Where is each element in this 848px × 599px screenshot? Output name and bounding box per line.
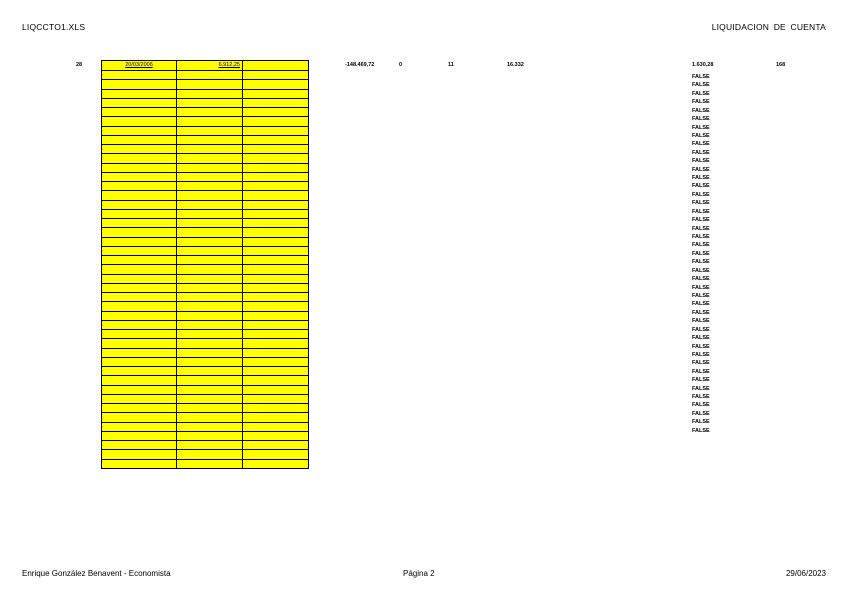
empty-cell[interactable] bbox=[102, 367, 177, 376]
false-value: FALSE bbox=[692, 175, 710, 182]
grid-row bbox=[102, 145, 309, 154]
empty-cell[interactable] bbox=[243, 80, 309, 89]
empty-cell[interactable] bbox=[102, 283, 177, 292]
grid-row bbox=[102, 339, 309, 348]
empty-cell[interactable] bbox=[177, 339, 243, 348]
grid-row bbox=[102, 163, 309, 172]
empty-cell[interactable] bbox=[243, 228, 309, 237]
false-value: FALSE bbox=[692, 99, 710, 106]
empty-cell[interactable] bbox=[243, 311, 309, 320]
empty-cell[interactable] bbox=[177, 394, 243, 403]
empty-cell[interactable] bbox=[177, 450, 243, 459]
empty-cell[interactable] bbox=[243, 154, 309, 163]
empty-cell[interactable] bbox=[243, 145, 309, 154]
grid-row bbox=[102, 320, 309, 329]
false-value: FALSE bbox=[692, 217, 710, 224]
flag-value: 0 bbox=[399, 62, 403, 68]
grid-row bbox=[102, 293, 309, 302]
empty-cell[interactable] bbox=[243, 441, 309, 450]
grid-row bbox=[102, 348, 309, 357]
empty-cell[interactable] bbox=[102, 200, 177, 209]
empty-cell[interactable] bbox=[102, 154, 177, 163]
empty-cell[interactable] bbox=[243, 357, 309, 366]
empty-cell[interactable] bbox=[243, 191, 309, 200]
empty-cell[interactable] bbox=[243, 98, 309, 107]
empty-cell[interactable] bbox=[102, 404, 177, 413]
empty-cell[interactable] bbox=[177, 348, 243, 357]
empty-cell[interactable] bbox=[177, 145, 243, 154]
empty-cell[interactable] bbox=[102, 348, 177, 357]
empty-cell[interactable] bbox=[243, 404, 309, 413]
empty-cell[interactable] bbox=[102, 385, 177, 394]
empty-cell[interactable] bbox=[102, 145, 177, 154]
empty-cell[interactable] bbox=[243, 117, 309, 126]
empty-cell[interactable] bbox=[243, 283, 309, 292]
empty-cell[interactable] bbox=[243, 385, 309, 394]
false-value: FALSE bbox=[692, 158, 710, 165]
empty-cell[interactable] bbox=[177, 172, 243, 181]
false-value: FALSE bbox=[692, 234, 710, 241]
empty-cell[interactable] bbox=[177, 283, 243, 292]
value-cell[interactable]: 6.912,25 bbox=[177, 61, 243, 71]
false-value: FALSE bbox=[692, 166, 710, 173]
empty-cell[interactable] bbox=[177, 163, 243, 172]
empty-cell[interactable] bbox=[243, 320, 309, 329]
empty-cell[interactable] bbox=[102, 126, 177, 135]
grid-row bbox=[102, 126, 309, 135]
empty-cell[interactable] bbox=[177, 209, 243, 218]
false-value: FALSE bbox=[692, 309, 710, 316]
empty-cell[interactable] bbox=[243, 182, 309, 191]
false-value: FALSE bbox=[692, 410, 710, 417]
empty-cell[interactable] bbox=[243, 126, 309, 135]
grid-row bbox=[102, 209, 309, 218]
empty-cell[interactable] bbox=[177, 357, 243, 366]
false-value: FALSE bbox=[692, 385, 710, 392]
empty-cell[interactable] bbox=[102, 431, 177, 440]
empty-cell[interactable] bbox=[177, 385, 243, 394]
empty-cell[interactable] bbox=[243, 459, 309, 468]
empty-cell[interactable] bbox=[177, 117, 243, 126]
empty-cell[interactable] bbox=[102, 98, 177, 107]
false-value: FALSE bbox=[692, 402, 710, 409]
empty-cell[interactable] bbox=[177, 89, 243, 98]
empty-cell[interactable] bbox=[243, 339, 309, 348]
empty-cell[interactable] bbox=[243, 246, 309, 255]
grid-row bbox=[102, 404, 309, 413]
empty-cell[interactable] bbox=[177, 200, 243, 209]
grid-row bbox=[102, 191, 309, 200]
false-value: FALSE bbox=[692, 132, 710, 139]
grid-row bbox=[102, 89, 309, 98]
grid-row bbox=[102, 422, 309, 431]
grid-row bbox=[102, 71, 309, 80]
footer-author: Enrique González Benavent - Economista bbox=[22, 569, 171, 578]
grid-row bbox=[102, 117, 309, 126]
empty-cell[interactable] bbox=[102, 117, 177, 126]
grid-row bbox=[102, 330, 309, 339]
count-value: 11 bbox=[448, 62, 454, 68]
grid-row bbox=[102, 135, 309, 144]
empty-cell[interactable] bbox=[177, 302, 243, 311]
grid-row bbox=[102, 302, 309, 311]
empty-cell[interactable] bbox=[102, 413, 177, 422]
grid-row bbox=[102, 283, 309, 292]
false-value: FALSE bbox=[692, 427, 710, 434]
id-value: 16.332 bbox=[507, 62, 524, 68]
empty-cell[interactable] bbox=[177, 237, 243, 246]
empty-cell[interactable] bbox=[102, 246, 177, 255]
false-value: FALSE bbox=[692, 377, 710, 384]
empty-cell[interactable] bbox=[102, 459, 177, 468]
empty-cell[interactable] bbox=[243, 376, 309, 385]
false-value: FALSE bbox=[692, 368, 710, 375]
empty-cell[interactable] bbox=[102, 256, 177, 265]
grid-row bbox=[102, 431, 309, 440]
empty-cell[interactable] bbox=[102, 191, 177, 200]
page-title: LIQUIDACION DE CUENTA bbox=[711, 22, 826, 32]
empty-cell[interactable] bbox=[177, 256, 243, 265]
false-value: FALSE bbox=[692, 335, 710, 342]
false-value: FALSE bbox=[692, 82, 710, 89]
empty-cell[interactable] bbox=[102, 357, 177, 366]
empty-cell[interactable] bbox=[102, 293, 177, 302]
empty-cell[interactable] bbox=[102, 89, 177, 98]
false-value: FALSE bbox=[692, 292, 710, 299]
false-value: FALSE bbox=[692, 259, 710, 266]
empty-cell[interactable] bbox=[102, 441, 177, 450]
empty-cell[interactable] bbox=[102, 450, 177, 459]
empty-cell[interactable] bbox=[243, 274, 309, 283]
grid-row bbox=[102, 376, 309, 385]
grid-row bbox=[102, 219, 309, 228]
empty-cell[interactable] bbox=[243, 163, 309, 172]
empty-cell[interactable] bbox=[243, 200, 309, 209]
empty-cell[interactable] bbox=[177, 108, 243, 117]
yellow-grid bbox=[101, 60, 308, 469]
empty-cell[interactable] bbox=[177, 98, 243, 107]
empty-cell[interactable] bbox=[243, 237, 309, 246]
empty-cell[interactable] bbox=[243, 413, 309, 422]
empty-cell[interactable] bbox=[102, 237, 177, 246]
empty-cell[interactable] bbox=[177, 265, 243, 274]
grid-row bbox=[102, 394, 309, 403]
empty-cell[interactable] bbox=[102, 209, 177, 218]
grid-row bbox=[102, 367, 309, 376]
false-value: FALSE bbox=[692, 74, 710, 80]
grid-body bbox=[102, 61, 309, 469]
empty-cell[interactable] bbox=[177, 228, 243, 237]
date-cell[interactable]: 20/03/2006 bbox=[102, 61, 177, 71]
empty-cell[interactable] bbox=[177, 274, 243, 283]
false-value: FALSE bbox=[692, 242, 710, 249]
empty-cell[interactable] bbox=[243, 209, 309, 218]
false-value: FALSE bbox=[692, 116, 710, 123]
empty-cell[interactable] bbox=[102, 135, 177, 144]
empty-cell[interactable] bbox=[102, 80, 177, 89]
empty-cell[interactable] bbox=[177, 367, 243, 376]
grid-row bbox=[102, 80, 309, 89]
amount-value: -148.469,72 bbox=[345, 62, 375, 68]
empty-cell[interactable] bbox=[243, 71, 309, 80]
empty-cell[interactable] bbox=[177, 441, 243, 450]
row-number: 28 bbox=[76, 62, 83, 68]
empty-cell[interactable] bbox=[177, 154, 243, 163]
empty-cell[interactable] bbox=[243, 348, 309, 357]
empty-cell[interactable] bbox=[243, 108, 309, 117]
empty-cell[interactable] bbox=[102, 228, 177, 237]
grid-row bbox=[102, 311, 309, 320]
empty-cell[interactable] bbox=[177, 404, 243, 413]
empty-cell[interactable] bbox=[102, 394, 177, 403]
false-value: FALSE bbox=[692, 276, 710, 283]
false-value: FALSE bbox=[692, 267, 710, 274]
days-value: 168 bbox=[776, 62, 786, 68]
empty-cell[interactable] bbox=[243, 293, 309, 302]
grid-row bbox=[102, 441, 309, 450]
empty-cell[interactable] bbox=[243, 256, 309, 265]
grid-row bbox=[102, 237, 309, 246]
false-value: FALSE bbox=[692, 149, 710, 156]
empty-cell[interactable] bbox=[102, 71, 177, 80]
empty-cell[interactable] bbox=[177, 182, 243, 191]
grid-row bbox=[102, 108, 309, 117]
empty-cell[interactable] bbox=[102, 311, 177, 320]
empty-cell[interactable] bbox=[177, 293, 243, 302]
empty-cell[interactable] bbox=[177, 191, 243, 200]
empty-cell[interactable] bbox=[177, 311, 243, 320]
empty-cell[interactable] bbox=[102, 330, 177, 339]
grid-row bbox=[102, 246, 309, 255]
file-name: LIQCCTO1.XLS bbox=[22, 22, 86, 32]
empty-cell[interactable] bbox=[177, 219, 243, 228]
empty-cell[interactable] bbox=[177, 330, 243, 339]
empty-cell[interactable] bbox=[177, 126, 243, 135]
empty-cell[interactable] bbox=[177, 71, 243, 80]
empty-cell[interactable] bbox=[243, 450, 309, 459]
false-value: FALSE bbox=[692, 326, 710, 333]
empty-cell[interactable] bbox=[177, 135, 243, 144]
grid-row bbox=[102, 357, 309, 366]
empty-cell[interactable] bbox=[243, 219, 309, 228]
empty-cell[interactable] bbox=[243, 265, 309, 274]
grid-row bbox=[102, 154, 309, 163]
grid-row bbox=[102, 182, 309, 191]
grid-row bbox=[102, 450, 309, 459]
false-value: FALSE bbox=[692, 183, 710, 190]
false-value: FALSE bbox=[692, 250, 710, 257]
grid-row bbox=[102, 274, 309, 283]
empty-cell[interactable] bbox=[102, 376, 177, 385]
empty-cell[interactable] bbox=[243, 61, 309, 71]
empty-cell[interactable] bbox=[102, 274, 177, 283]
empty-cell[interactable] bbox=[243, 302, 309, 311]
false-value: FALSE bbox=[692, 419, 710, 426]
false-value: FALSE bbox=[692, 351, 710, 358]
grid-row bbox=[102, 98, 309, 107]
empty-cell[interactable] bbox=[243, 135, 309, 144]
false-value: FALSE bbox=[692, 360, 710, 367]
sum-value: 1.630,28 bbox=[692, 62, 714, 68]
empty-cell[interactable] bbox=[177, 376, 243, 385]
false-value: FALSE bbox=[692, 107, 710, 114]
grid-row bbox=[102, 61, 309, 71]
false-value: FALSE bbox=[692, 301, 710, 308]
empty-cell[interactable] bbox=[243, 422, 309, 431]
footer-page: Página 2 bbox=[403, 569, 435, 578]
empty-cell[interactable] bbox=[177, 413, 243, 422]
false-value: FALSE bbox=[692, 191, 710, 198]
empty-cell[interactable] bbox=[102, 422, 177, 431]
false-value: FALSE bbox=[692, 225, 710, 232]
grid-row bbox=[102, 385, 309, 394]
empty-cell[interactable] bbox=[177, 320, 243, 329]
false-value: FALSE bbox=[692, 284, 710, 291]
empty-cell[interactable] bbox=[177, 246, 243, 255]
false-value: FALSE bbox=[692, 208, 710, 215]
grid-row bbox=[102, 256, 309, 265]
empty-cell[interactable] bbox=[177, 459, 243, 468]
empty-cell[interactable] bbox=[102, 320, 177, 329]
empty-cell[interactable] bbox=[243, 330, 309, 339]
grid-row bbox=[102, 413, 309, 422]
false-value: FALSE bbox=[692, 394, 710, 401]
empty-cell[interactable] bbox=[243, 367, 309, 376]
grid-row bbox=[102, 265, 309, 274]
footer-date: 29/06/2023 bbox=[785, 569, 826, 578]
empty-cell[interactable] bbox=[102, 219, 177, 228]
empty-cell[interactable] bbox=[243, 172, 309, 181]
false-value: FALSE bbox=[692, 318, 710, 325]
grid-row bbox=[102, 200, 309, 209]
empty-cell[interactable] bbox=[177, 422, 243, 431]
false-value: FALSE bbox=[692, 90, 710, 97]
empty-cell[interactable] bbox=[102, 163, 177, 172]
empty-cell[interactable] bbox=[102, 172, 177, 181]
false-value: FALSE bbox=[692, 343, 710, 350]
empty-cell[interactable] bbox=[102, 182, 177, 191]
grid-row bbox=[102, 172, 309, 181]
empty-cell[interactable] bbox=[102, 265, 177, 274]
empty-cell[interactable] bbox=[102, 302, 177, 311]
grid-row bbox=[102, 459, 309, 468]
empty-cell[interactable] bbox=[102, 108, 177, 117]
false-value: FALSE bbox=[692, 141, 710, 148]
empty-cell[interactable] bbox=[102, 339, 177, 348]
empty-cell[interactable] bbox=[243, 394, 309, 403]
grid-row bbox=[102, 228, 309, 237]
empty-cell[interactable] bbox=[177, 80, 243, 89]
empty-cell[interactable] bbox=[243, 431, 309, 440]
false-column bbox=[692, 73, 710, 435]
empty-cell[interactable] bbox=[243, 89, 309, 98]
empty-cell[interactable] bbox=[177, 431, 243, 440]
false-value: FALSE bbox=[692, 124, 710, 131]
false-value: FALSE bbox=[692, 200, 710, 207]
